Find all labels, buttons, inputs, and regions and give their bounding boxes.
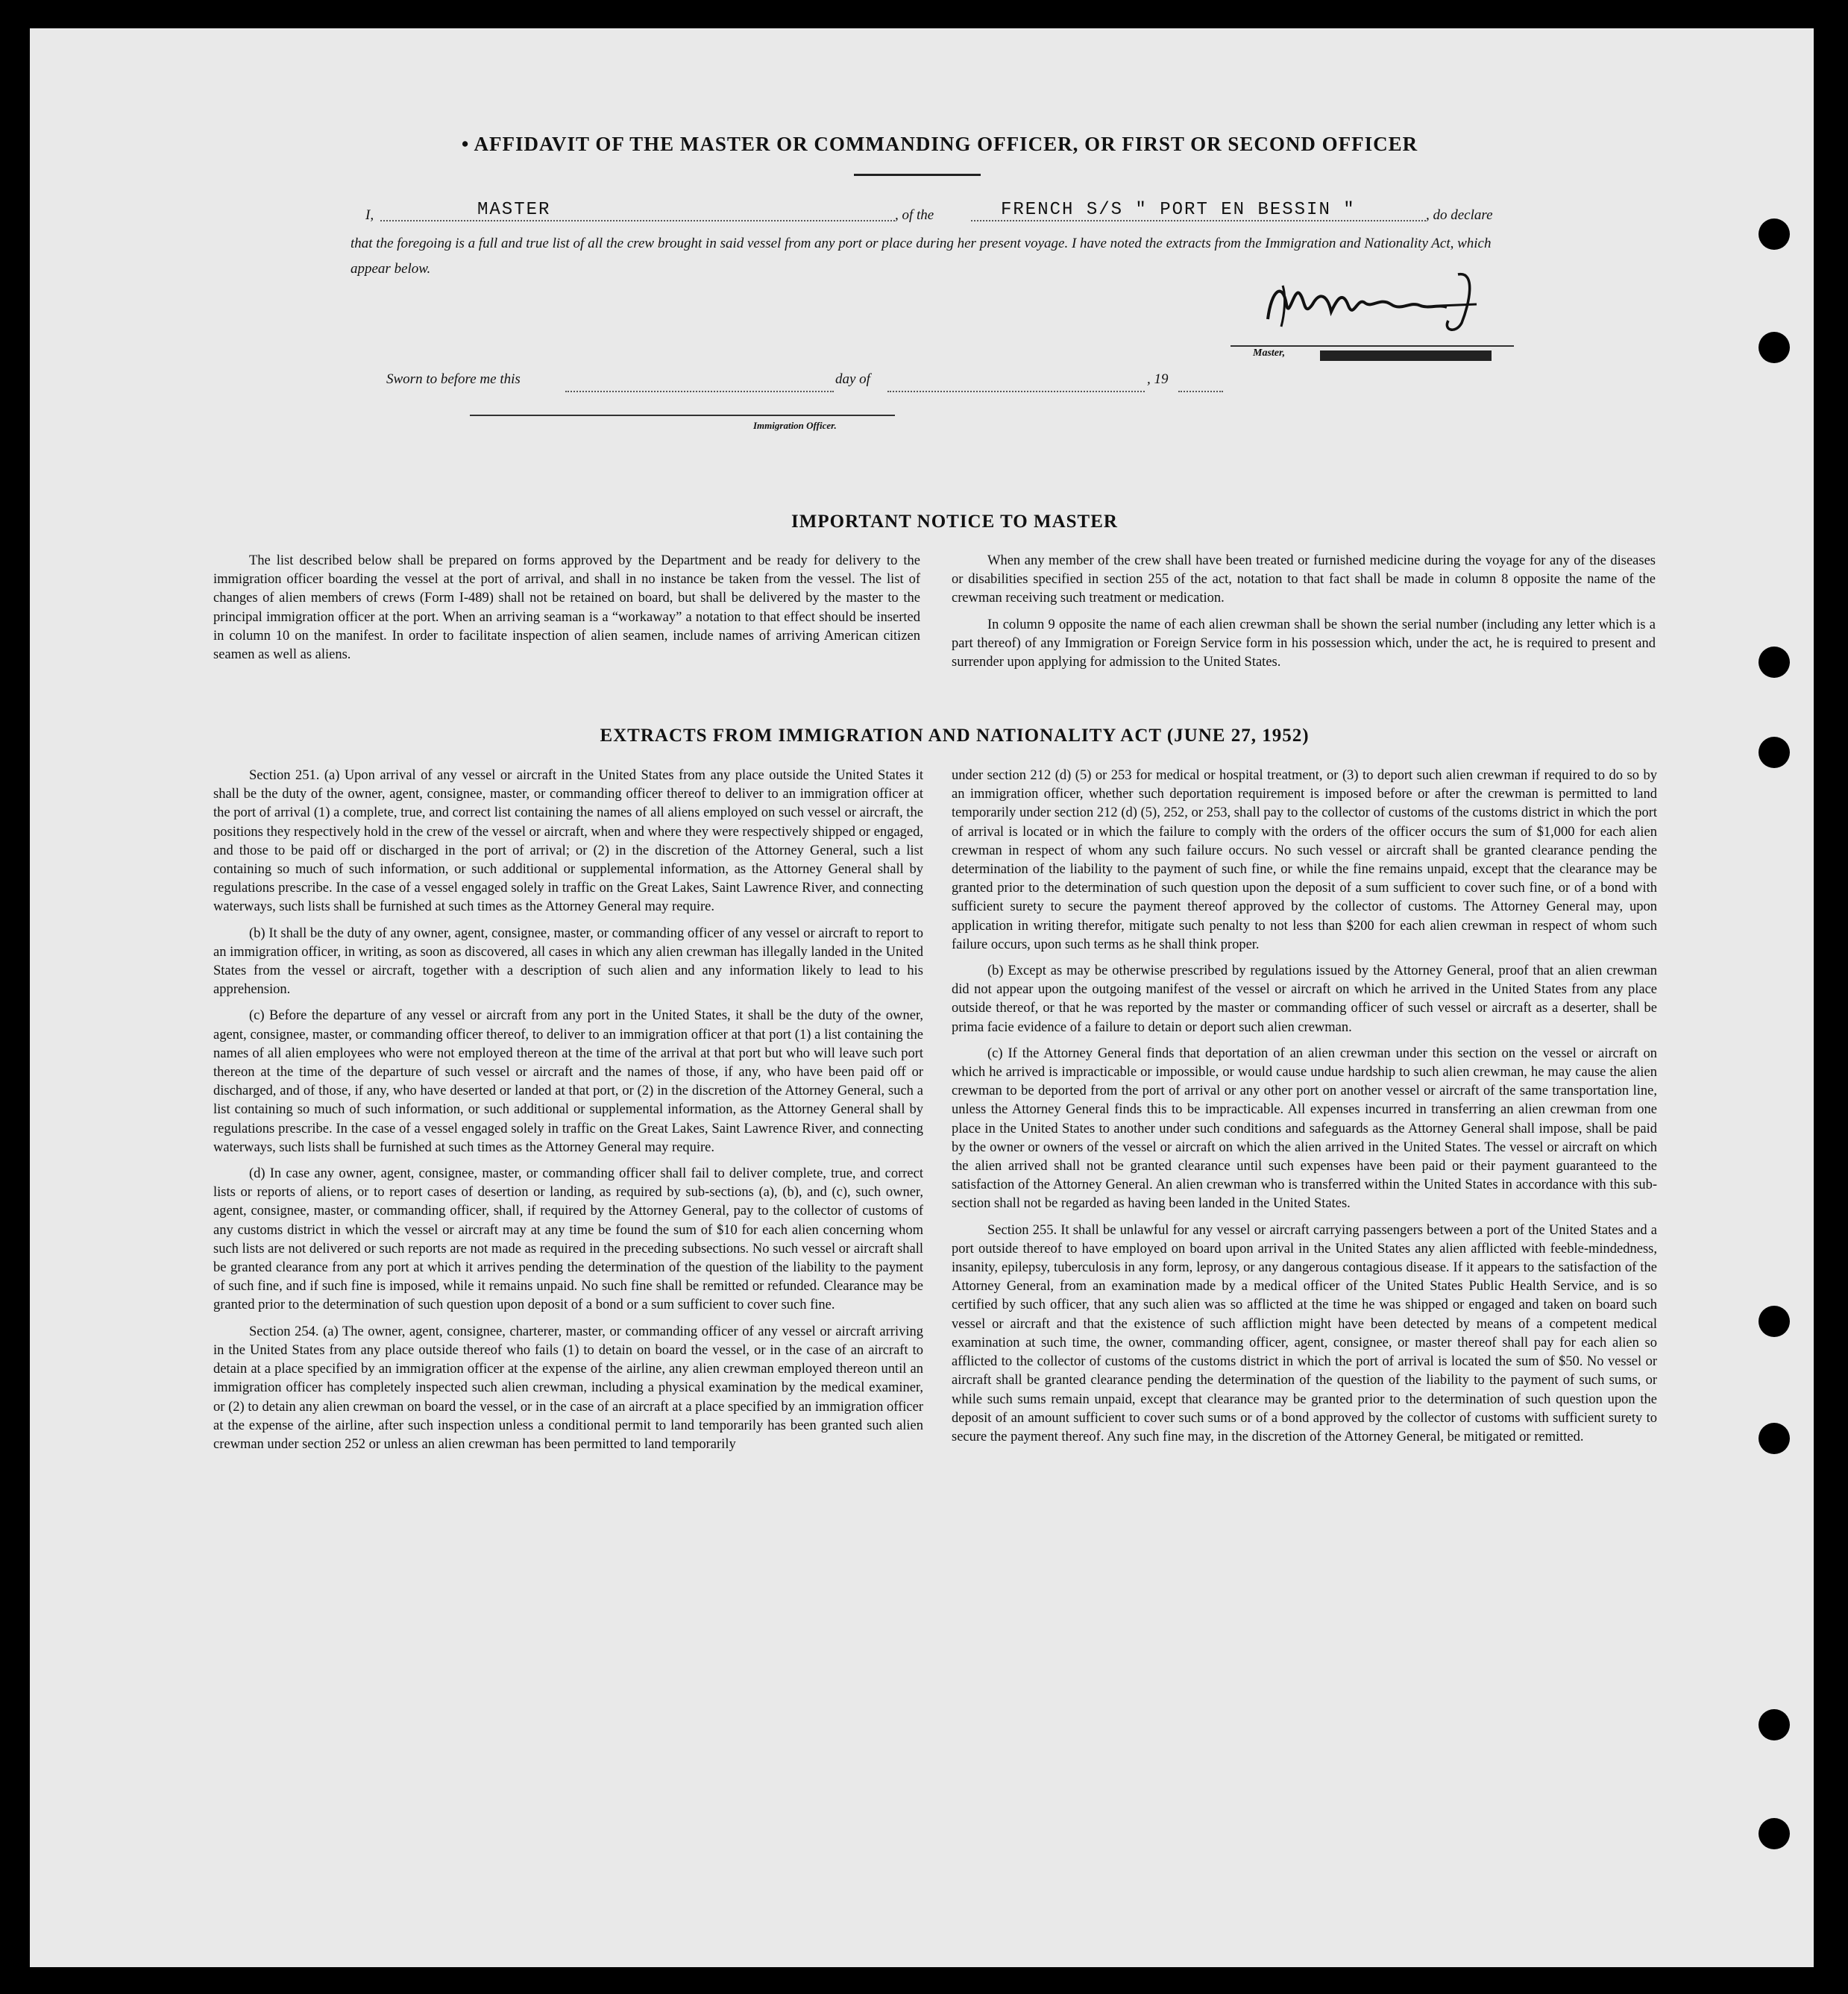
do-declare-label: , do declare: [1426, 207, 1493, 223]
sworn-day-blank: [565, 391, 834, 392]
notice-paragraph: In column 9 opposite the name of each alien crewman shall be shown the serial number (including any letter which is a part thereof) of any Immigration or Foreign Service form in his possession which, under the act, he is required to present and surrender upon applying for admission to the United States.: [952, 617, 1656, 670]
signature: [1253, 260, 1492, 342]
extract-paragraph: (b) It shall be the duty of any owner, agent, consignee, master, or commanding officer of any vessel or aircraft to report to an immigration officer, in writing, as soon as discovered, all cases in which any alien crewman has illegally landed in the United States from the vessel or aircraft, together with a description of such alien and any information likely to lead to his apprehension.: [213, 925, 923, 998]
document-page: [30, 28, 1814, 1967]
extract-paragraph: (b) Except as may be otherwise prescribed by regulations issued by the Attorney General, proof that an alien crewman did not appear upon the outgoing manifest of the vessel or aircraft on which he arrived in the United States from any place outside thereof, or that he was reported by the master or commanding officer of such vessel or aircraft as a deserter, shall be prima facie evidence of a failure to detain or deport such alien crewman.: [952, 963, 1657, 1035]
extracts-right-column: [952, 767, 1657, 1454]
punch-hole: [1759, 647, 1790, 678]
declaration-text: that the foregoing is a full and true list of all the crew brought in said vessel from any port or place during her present voyage. I have noted the extracts from the Immigration and Nationality Act, which appear below.: [351, 236, 1492, 277]
extract-paragraph: under section 212 (d) (5) or 253 for medical or hospital treatment, or (3) to deport such alien crewman if required to do so by an immigration officer, whether such deportation requirement is imposed before or after the crewman is permitted to land temporarily under section 212 (d) (5), 252, or 253, shall pay to the collector of customs of the customs district in which the port of arrival is located or in which the failure to comply with the orders of the officer occurs the sum of $1,000 for each alien crewman in respect of whom any such failure occurs. No such vessel or aircraft shall be granted clearance pending the determination of the liability to the payment of such fine, or while the fine remains unpaid, except that the clearance may be granted prior to the determination of such question upon the deposit of a sum sufficient to cover such fine, or of a bond with sufficient surety to secure the payment thereof approved by the collector of customs. The Attorney General may, upon application in writing therefor, mitigate such penalty to not less than $200 for each alien crewman in respect of whom such failure occurs, upon such terms as he shall think proper.: [952, 768, 1657, 952]
punch-hole: [1759, 1423, 1790, 1454]
extract-paragraph: Section 255. It shall be unlawful for any vessel or aircraft carrying passengers between a port of the United States and a port outside thereof to have employed on board upon arrival in the United States any alien afflicted with feeble-mindedness, insanity, epilepsy, tuberculosis in any form, leprosy, or any dangerous contagious disease. If it appears to the satisfaction of the Attorney General, from an examination made by a medical officer of the United States Public Health Service, and is so certified by such officer, that any such alien was so afflicted at the time he was shipped or engaged and taken on board such vessel or aircraft and that the existence of such affliction might have been detected by means of a competent medical examination at such time, the owner, commanding officer, agent, consignee, or master thereof shall pay for each alien so afflicted to the collector of customs of the customs district in which the port of arrival is located the sum of $50. No vessel or aircraft shall be granted clearance pending the determination of the question of the liability to the payment of such sums, or while such sums remain unpaid, except that clearance may be granted prior to the determination of such question upon the deposit of an amount sufficient to cover such sums or of a bond approved by the collector of customs with sufficient surety to secure the payment thereof. Any such fine may, in the discretion of the Attorney General, be mitigated or remitted.: [952, 1222, 1657, 1444]
notice-heading: IMPORTANT NOTICE TO MASTER: [791, 512, 1118, 532]
i-label: I,: [365, 207, 374, 223]
notice-paragraph: The list described below shall be prepared on forms approved by the Department and be ready for delivery to the immigration officer boarding the vessel at the port of arrival, and shall in no instance be taken from the vessel. The list of changes of alien members of crews (Form I-489) shall not be retained on board, but shall be delivered by the master to the principal immigration officer at the port. When an arriving seaman is a “workaway” a notation to that effect should be inserted in column 10 on the manifest. In order to facilitate inspection of alien seamen, include names of arriving American citizen seamen as well as aliens.: [213, 553, 920, 663]
month-blank: [887, 391, 1145, 392]
punch-hole: [1759, 1306, 1790, 1337]
affidavit-title: • AFFIDAVIT OF THE MASTER OR COMMANDING OFFICER, OR FIRST OR SECOND OFFICER: [461, 133, 1418, 155]
master-field-value: MASTER: [477, 200, 551, 220]
extract-paragraph: Section 254. (a) The owner, agent, consignee, charterer, master, or commanding officer of any vessel or aircraft arriving in the United States from any place outside thereof who fails (1) to detain on board the vessel, or in the case of an aircraft to detain at a place specified by an immigration officer at the expense of the airline, any alien crewman employed thereon until an immigration officer has completely inspected such alien crewman, including a physical examination by the medical examiner, or (2) to detain any alien crewman on board the vessel, or in the case of an aircraft at a place specified by an immigration officer at the expense of the airline, after such inspection unless a conditional permit to land temporarily has been granted such alien crewman under section 252 or unless an alien crewman has been permitted to land temporarily: [213, 1324, 923, 1452]
extracts-heading: EXTRACTS FROM IMMIGRATION AND NATIONALITY ACT (JUNE 27, 1952): [600, 726, 1310, 746]
extract-paragraph: (c) Before the departure of any vessel or aircraft from any port in the United States, it shall be the duty of the owner, agent, consignee, master, or commanding officer thereof, to deliver to an immigration officer at that port (1) a list containing the names of all alien employees who were not employed thereon at the time of the arrival at that port but who will leave such port thereon at the time of the departure of such vessel or aircraft and the names of those, if any, who have been paid off or discharged, and of those, if any, who have deserted or landed at that port, or (2) in the discretion of the Attorney General, such a list containing so much of such information, or such additional or supplemental information, as the Attorney General shall by regulations prescribe. In the case of a vessel engaged solely in traffic on the Great Lakes, Saint Lawrence River, and connecting waterways, such lists shall be furnished at such times as the Attorney General may require.: [213, 1008, 923, 1155]
of-the-label: , of the: [895, 207, 934, 223]
vessel-field: [971, 200, 1426, 221]
punch-hole: [1759, 332, 1790, 363]
vessel-field-value: FRENCH S/S " PORT EN BESSIN ": [1001, 200, 1356, 220]
extract-paragraph: (c) If the Attorney General finds that deportation of an alien crewman under this section on the vessel or aircraft on which he arrived is impracticable or impossible, or would cause undue hardship to such alien crewman, he may cause the alien crewman to be deported from the port of arrival or any other port on another vessel or aircraft of the same transportation line, unless the Attorney General finds this to be impracticable. All expenses incurred in transferring an alien crewman from one place in the United States to another under such conditions and safeguards as the Attorney General shall impose, shall be paid by the owner or owners of the vessel or aircraft on which the alien arrived in the United States. The vessel or aircraft on which the alien arrived shall not be granted clearance until such expenses have been paid or their payment guaranteed to the satisfaction of the Attorney General. An alien crewman who is transferred within the United States in accordance with this sub-section shall not be regarded as having been landed in the United States.: [952, 1045, 1657, 1212]
day-of-label: day of: [835, 371, 870, 387]
punch-hole: [1759, 1818, 1790, 1849]
punch-hole: [1759, 737, 1790, 768]
extract-paragraph: (d) In case any owner, agent, consignee, master, or commanding officer shall fail to deliver complete, true, and correct lists or reports of aliens, or to report cases of desertion or landing, as required by sub-sections (a), (b), and (c), such owner, agent, consignee, master, or commanding officer, shall, if required by the Attorney General, pay to the collector of customs of any customs district in which the vessel or aircraft may at any time be found the sum of $10 for each alien concerning whom such lists are not delivered or such reports are not made as required in the preceding subsections. No such vessel or aircraft shall be granted clearance from any port at which it arrives pending the determination of the question of the liability to the payment of such fine, and if such fine is imposed, while it remains unpaid. No such fine shall be remitted or refunded. Clearance may be granted prior to the determination of such question upon deposit of a bond or a sum sufficient to cover such fine.: [213, 1166, 923, 1313]
master-field: [380, 200, 895, 221]
notice-paragraph: When any member of the crew shall have been treated or furnished medicine during the voyage for any of the diseases or disabilities specified in section 255 of the act, notation to that fact shall be made in column 8 opposite the name of the crewman receiving such treatment or medication.: [952, 553, 1656, 606]
year-blank: [1178, 391, 1223, 392]
title-divider: [854, 174, 981, 176]
notice-right-column: [952, 552, 1656, 679]
year-label: , 19: [1147, 371, 1169, 387]
sworn-label: Sworn to before me this: [386, 371, 521, 387]
extract-paragraph: Section 251. (a) Upon arrival of any vessel or aircraft in the United States from any place outside the United States it shall be the duty of the owner, agent, consignee, master, or commanding officer thereof to deliver to an immigration officer at the port of arrival (1) a complete, true, and correct list containing the names of all aliens employed on such vessel or aircraft, the positions they respectively hold in the crew of the vessel or aircraft, when and where they were respectively shipped or engaged, and those to be paid off or discharged in the port of arrival; or (2) in the discretion of the Attorney General, such a list containing so much of such information, or such additional or supplemental information, as the Attorney General shall by regulations prescribe. In the case of a vessel engaged solely in traffic on the Great Lakes, Saint Lawrence River, and connecting waterways, such lists shall be furnished at such times as the Attorney General may require.: [213, 768, 923, 915]
immigration-officer-line: [470, 415, 895, 416]
immigration-officer-label: Immigration Officer.: [753, 420, 837, 431]
extracts-left-column: [213, 767, 923, 1462]
notice-left-column: [213, 552, 920, 672]
punch-hole: [1759, 1709, 1790, 1740]
punch-hole: [1759, 218, 1790, 250]
redacted-mark: [1320, 350, 1492, 361]
master-label: Master,: [1253, 347, 1286, 359]
signature-line: [1231, 345, 1514, 347]
